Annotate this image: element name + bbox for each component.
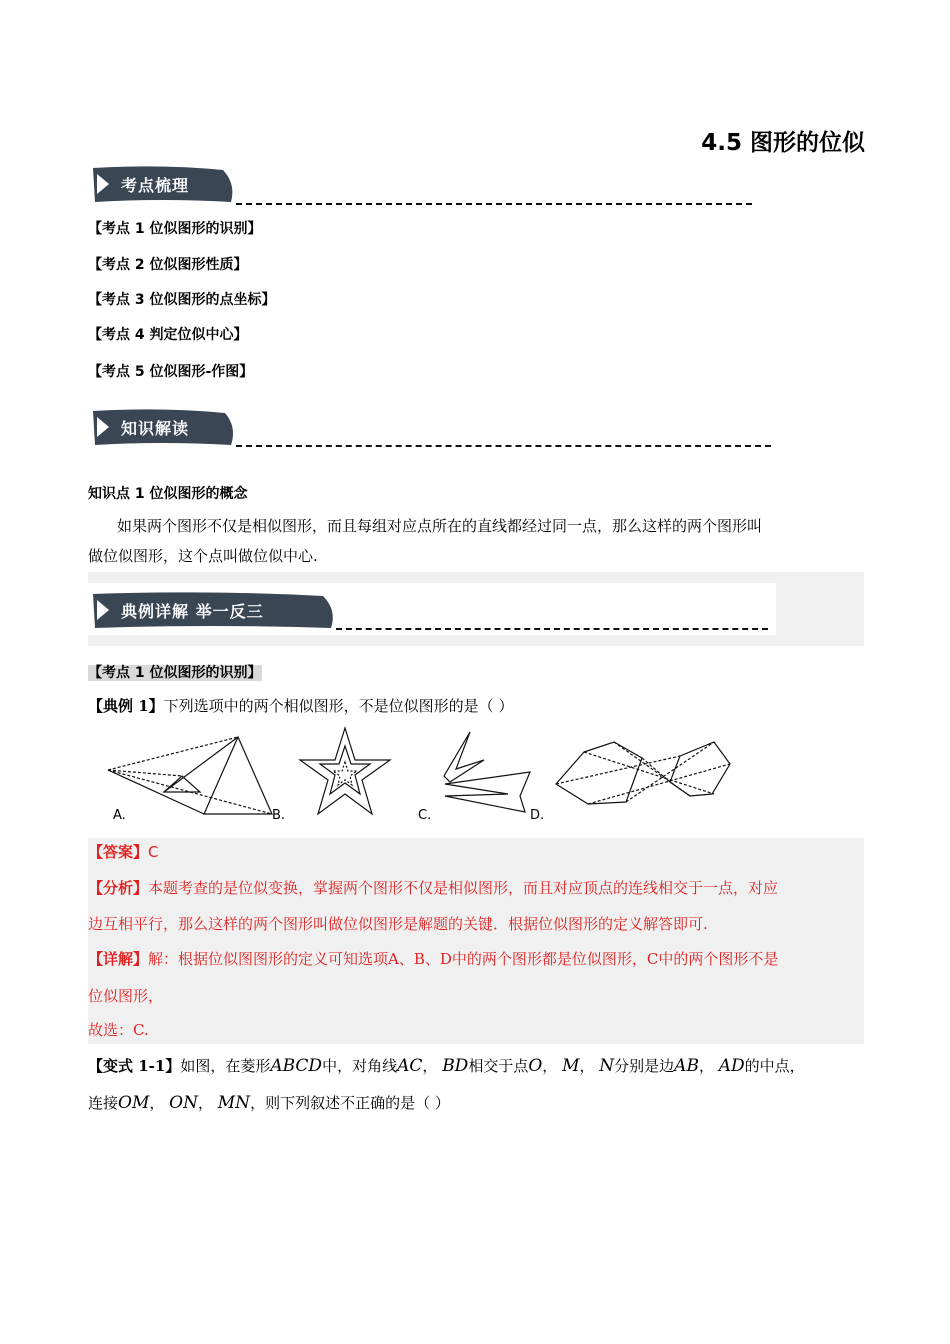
banner-dash-line bbox=[236, 203, 752, 205]
section-banner-zhishi bbox=[91, 407, 236, 447]
kaodian-item-4: 【考点 4 判定位似中心】 bbox=[88, 327, 248, 343]
kaodian-item-3: 【考点 3 位似图形的点坐标】 bbox=[88, 292, 276, 308]
option-b-label: B. bbox=[272, 808, 286, 823]
option-a-label: A. bbox=[113, 808, 126, 823]
figure-c bbox=[444, 732, 530, 812]
option-c-label: C. bbox=[418, 808, 432, 823]
banner-dash-line bbox=[236, 445, 771, 447]
detail-line-3: 故选：C. bbox=[88, 1021, 149, 1039]
analysis-line-1: 【分析】本题考查的是位似变换，掌握两个图形不仅是相似图形，而且对应顶点的连线相交于一点，对应 bbox=[88, 879, 779, 897]
analysis-line-2: 边互相平行，那么这样的两个图形叫做位似图形是解题的关键．根据位似图形的定义解答即可. bbox=[88, 915, 708, 933]
variant-line-2: 连接OM， ON， MN，则下列叙述不正确的是（ ） bbox=[88, 1093, 450, 1113]
section-banner-dianli bbox=[91, 590, 336, 630]
example-1: 【典例 1】下列选项中的两个相似图形，不是位似图形的是（ ） bbox=[88, 697, 514, 715]
knowledge-heading: 知识点 1 位似图形的概念 bbox=[88, 486, 248, 502]
figure-a bbox=[108, 737, 272, 814]
answer-block bbox=[88, 838, 864, 1044]
figure-d bbox=[556, 742, 730, 804]
section-banner-kaodian bbox=[91, 164, 236, 204]
banner-dash-line bbox=[336, 628, 768, 630]
kaodian-item-5: 【考点 5 位似图形-作图】 bbox=[88, 364, 254, 380]
kaodian-item-2: 【考点 2 位似图形性质】 bbox=[88, 257, 248, 273]
banner-label: 考点梳理 bbox=[121, 176, 190, 195]
detail-line-2: 位似图形， bbox=[88, 987, 164, 1005]
page-title: 4.5 图形的位似 bbox=[701, 130, 865, 156]
knowledge-line-1: 如果两个图形不仅是相似图形，而且每组对应点所在的直线都经过同一点，那么这样的两个图形叫 bbox=[117, 517, 763, 535]
section-heading: 【考点 1 位似图形的识别】 bbox=[88, 665, 262, 681]
banner-label: 知识解读 bbox=[121, 419, 190, 438]
variant-line-1: 【变式 1-1】如图，在菱形ABCD中，对角线AC， BD相交于点O， M， N分别是边AB， AD的中点， bbox=[88, 1056, 805, 1076]
detail-line-1: 【详解】解：根据位似图图形的定义可知选项A、B、D中的两个图形都是位似图形，C中的两个图形不是 bbox=[88, 950, 779, 968]
knowledge-line-2: 做位似图形，这个点叫做位似中心. bbox=[88, 547, 318, 565]
kaodian-item-1: 【考点 1 位似图形的识别】 bbox=[88, 221, 262, 237]
banner-label: 典例详解 举一反三 bbox=[121, 602, 264, 621]
option-d-label: D. bbox=[530, 808, 545, 823]
figure-b bbox=[300, 728, 390, 814]
answer-line: 【答案】C bbox=[88, 843, 159, 861]
